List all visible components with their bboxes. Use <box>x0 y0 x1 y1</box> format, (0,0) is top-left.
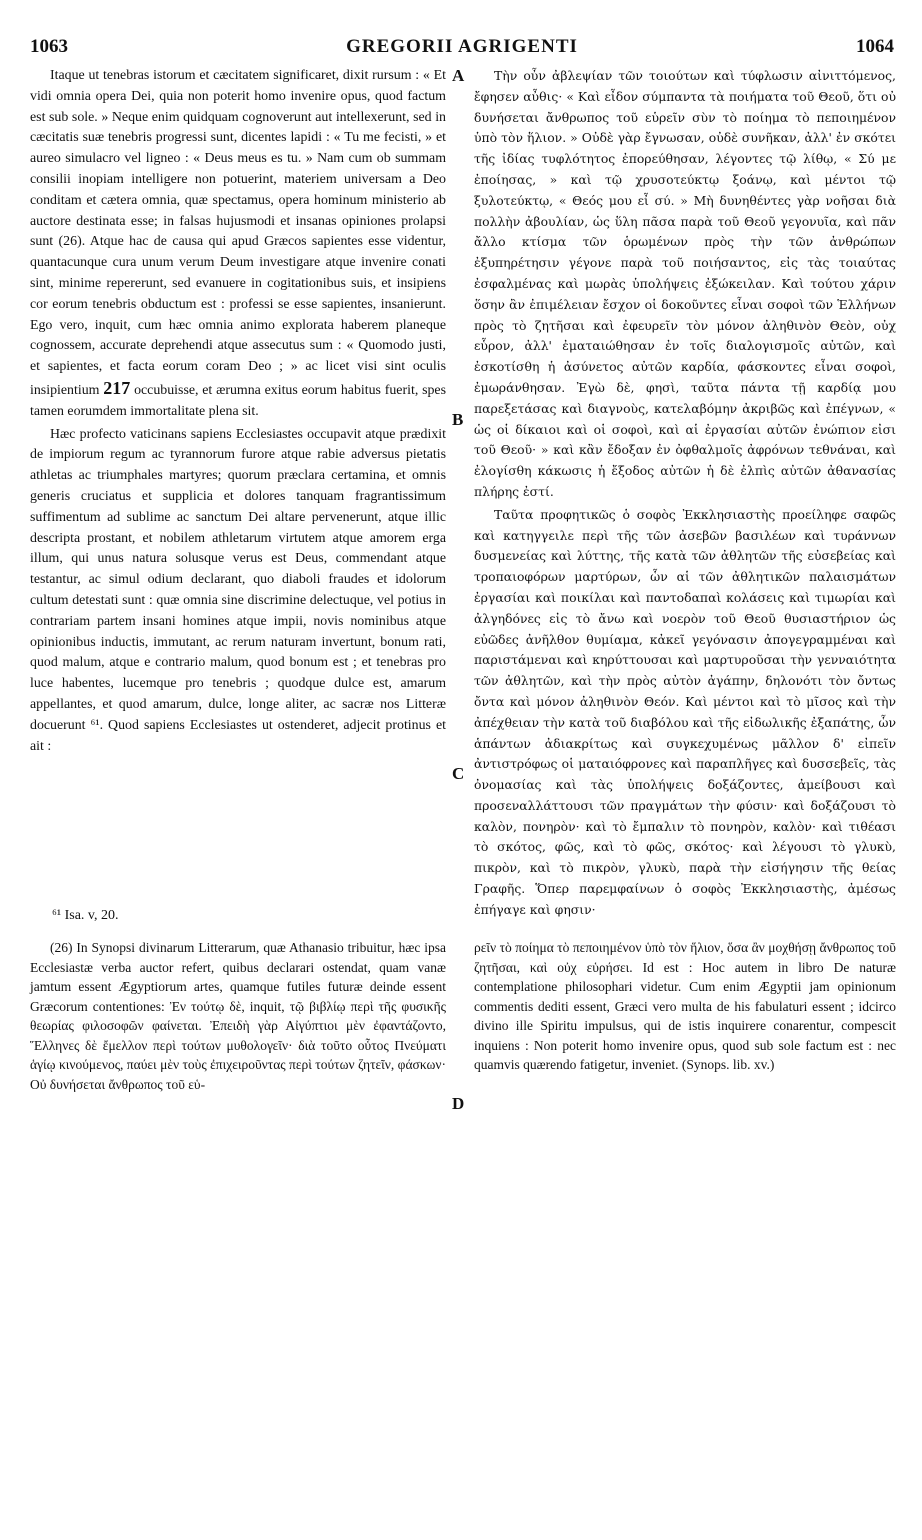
greek-column <box>474 66 896 921</box>
latin-paragraph-2: Hæc profecto vaticinans sapiens Ecclesiastes occupavit atque prædixit de impiorum regum ac tyrannorum furore atque rabie adversus pietatis athletas ac triumphales martyres; quorum præclara certamina, et omnis generis cruciatus et supplicia et dolores tanquam fragrantissimum suffimentum ad sublime ac sanctum Dei altare pervenerunt, atque illic descripta prostant, et nobilem athletarum virtutem atque amorem erga illum, qui unus natura solusque verus est Deus, commendant atque testantur, ac simul odium declarant, quo diaboli fraudes et idolorum cultum detestati sunt : quæ omnia sine discrimine delectuque, vel potius in contrariam partem insani homines atque impii, novis nominibus atque opinionibus inductis, immutant, ac rerum naturam invertunt, bonum rati, quod malum, atque e contrario malum, quod bonum est ; et tenebras pro luce habentes, lucemque pro tenebris ; quodque dulce est, amarum appellantes, et quod amarum, dulce, longe aliter, ac sacræ nos Litteræ docuerunt ⁶¹. Quod sapiens Ecclesiastes ut ostenderet, adjecit protinus et ait : <box>30 426 446 754</box>
footnote-26-left <box>30 938 446 1094</box>
footnote-26-text-right: ρεῖν τὸ ποίημα τὸ πεποιημένον ὑπὸ τὸν ἥλιον, ὅσα ἂν μοχθήσῃ ἄνθρωπος τοῦ ζητῆσαι, καὶ οὐχ εὑρήσει. Id est : Hoc autem in libro De naturæ contemplatione philosophari videtur. Cum enim Ægyptii jam opinionum commentis dediti essent, Græci vero multa de his fabulaturi essent ; idcirco divino ille Spiritu impulsus, qui de istis inquirere conarentur, compescit inquiens : Non poterit homo invenire opus, quod sub sole factum est : nec quamvis quærendo fatigetur, inveniet. (Synops. lib. xv.) <box>474 940 896 1072</box>
page-number-left: 1063 <box>30 36 68 57</box>
greek-paragraph-2: Ταῦτα προφητικῶς ὁ σοφὸς Ἐκκλησιαστὴς προείληφε σαφῶς καὶ κατηγγειλε περὶ τῆς τῶν ἀσεβῶν βασιλέων καὶ τυράννων δυσμενείας καὶ λύττης, τῆς κατὰ τῶν ἀθλητῶν τῆς εὐσεβείας καὶ τροπαιοφόρων μαρτύρων, ὧν αἱ τῶν ἀθλητικῶν παλαισμάτων ἐργασίαι καὶ ποικίλαι καὶ παντοδαπαὶ κολάσεις καὶ τιμωρίαι καὶ ἀλγηδόνες εἰς τὸ ἄνω καὶ νοερὸν τοῦ Θεοῦ θυσιαστήριον ὡς εὐῶδες ἀνῆλθον θυμίαμα, κἀκεῖ γεγόνασιν ἀπογεγραμμέναι καὶ παριστάμεναι καὶ κηρύττουσαι καὶ μαρτυροῦσαι τὴν γενναιότητα τῶν ἀθλητῶν, καὶ τὴν πρὸς αὐτὸν ἀγάπην, δηλονότι τὸν ὄντως ὄντα καὶ μόνον ἀληθινὸν Θεόν. Καὶ μέντοι καὶ τὸ μῖσος καὶ τὴν ἀπέχθειαν τὴν κατὰ τοῦ διαβόλου καὶ τῆς εἰδωλικῆς ἐξαπάτης, ὧν ἁπάντων ἀδιακρίτως καὶ συγκεχυμένως μᾶλλον δ' εἰπεῖν ἀντιστρόφως οἱ ματαιόφρονες καὶ παραπλῆγες καὶ δυσσεβεῖς, τὰς ὀνομασίας καὶ τὰς ὑπολήψεις δοξάζοντες, ἀμείβουσι καὶ προσεναλλάττουσι τῶν πραγμάτων τὴν φύσιν· καὶ δοξάζουσι τὸ καλὸν, πονηρὸν· καὶ τὸ ἔμπαλιν τὸ πονηρὸν, καλὸν· καὶ τιθέασι τὸ σκότος, φῶς, καὶ τὸ φῶς, σκότος· καὶ λέγουσι τὸ γλυκὺ, πικρὸν, καὶ τὸ πικρὸν, γλυκὺ, παρὰ τὴν εἰσήγησιν τῆς θείας Γραφῆς. Ὅπερ παρεμφαίνων ὁ σοφὸς Ἐκκλησιαστὴς, ἀμέσως ἐπήγαγε καὶ φησιν· <box>474 506 896 917</box>
running-title: GREGORII AGRIGENTI <box>346 36 578 57</box>
footnote-26-text-left: (26) In Synopsi divinarum Litterarum, quæ Athanasio tribuitur, hæc ipsa Ecclesiastæ verba auctor refert, quibus declarari ostendat, quam vanæ jamtum essent Ægyptiorum artes, quamque futiles futuræ deinde essent Græcorum contentiones: Ἐν τούτῳ δὲ, inquit, τῷ βιβλίῳ περὶ τῆς φυσικῆς θεωρίας φιλοσοφῶν φαίνεται. Ἐπειδὴ γὰρ Αἰγύπτιοι μὲν ἐφαντάζοντο, Ἕλληνες δὲ ἔμελλον περὶ τούτων μυθολογεῖν· διὰ τοῦτο οὗτος Πνεύματι ἁγίῳ κινούμενος, παύει μὲν τοὺς ἐπιχειροῦντας περὶ τούτων ζητεῖν, φάσκων· Οὐ δυνήσεται ἄνθρωπος τοῦ εὑ- <box>30 940 446 1092</box>
latin-paragraph-1 <box>30 66 446 423</box>
running-header <box>30 36 894 66</box>
section-marker-d: D <box>452 1094 465 1113</box>
footnote-61: ⁶¹ Isa. v, 20. <box>52 908 119 923</box>
greek-paragraph-1: Τὴν οὖν ἀβλεψίαν τῶν τοιούτων καὶ τύφλωσιν αἰνιττόμενος, ἔφησεν αὖθις· « Καὶ εἶδον σύμπαντα τὰ ποιήματα τοῦ Θεοῦ, ὅτι οὐ δυνήσεται ἄνθρωπος τοῦ εὑρεῖν σὺν τὸ ποίημα τὸ πεποιημένον ὑπὸ τὸν ἥλιον. » Οὐδὲ γὰρ ἔγνωσαν, οὐδὲ συνῆκαν, ἀλλ' ἐν σκότει τῆς ἰδίας τυφλότητος ἐπορεύθησαν, λέγοντες τῷ λίθῳ, « Σύ με ἐποίησας, » καὶ τῷ χρυσοτεύκτῳ ξοάνῳ, καὶ μέντοι τῷ ξυλοτεύκτῳ, « Θεός μου εἶ σύ. » Μὴ δυνηθέντες γὰρ νοῆσαι διὰ πολλὴν ἀβουλίαν, ὡς ὕλη πᾶσα παρὰ τοῦ Θεοῦ γεγονυῖα, καὶ πᾶν ἄλλο κτίσμα τῶν ὁρωμένων πρὸς τὴν τῶν ἀνθρώπων ἐξυπηρέτησιν γέγονε παρὰ τοῦ ποιήσαντος, εἰς τὰς τοιαύτας ἐσφαλμένας καὶ μωρὰς ὑπολήψεις ἐξώκειλαν. Καὶ τούτου χάριν ὅσην ἂν ἐπιμέλειαν ἔσχον οἱ δοκοῦντες εἶναι σοφοὶ τῶν Ἑλλήνων πρὸς τὸ ζητῆσαι καὶ ἐφευρεῖν τὸν μόνον ἀληθινὸν Θεὸν, οὐχ εὗρον, ἀλλ' ἐματαιώθησαν ἐν τοῖς διαλογισμοῖς αὐτῶν, καὶ ἐσκοτίσθη ἡ ἀσύνετος αὐτῶν καρδία, φάσκοντες εἶναι σοφοὶ, ἐμωράνθησαν. Ἐγὼ δὲ, φησὶ, ταῦτα πάντα τῇ καρδίᾳ μου παρεξετάσας καὶ διαγνοὺς, κατελαβόμην ἀκριβῶς καὶ ἐπέγνων, « ὡς οἱ δίκαιοι καὶ οἱ σοφοὶ, καὶ αἱ ἐργασίαι αὐτῶν ἐνώπιον εἰσι τοῦ Θεοῦ· » καὶ κἂν ἔδοξαν ἐν ὀφθαλμοῖς ἀφρόνων τεθνάναι, καὶ ἐλογίσθη κάκωσις ἡ ἔξοδος αὐτῶν ἡ δὲ ἐλπὶς αὐτῶν ἀθανασίας πλήρης ἐστί. <box>474 68 896 499</box>
latin-column <box>30 66 446 757</box>
section-marker-a: A <box>452 66 465 85</box>
section-marker-c: C <box>452 764 465 783</box>
latin-text-1a: Itaque ut tenebras istorum et cæcitatem significaret, dixit rursum : « Et vidi omnia opera Dei, quia non poterit homo invenire opus, quod factum est sub sole. » Neque enim quidquam cognoverunt aut intellexerunt, sed in cæcitatis suæ tenebris progressi sunt, dicentes lapidi : « Tu me fecisti, » et aureo simulacro vel ligneo : « Deus meus es tu. » Nam cum ob summam consilii inopiam intelligere non potuerint, materiem universam a Deo conditam et cætera omnia, quæ spectamus, opera hominum ministerio ab auctore destinata esse; in falsas hujusmodi et insanas opiniones prolapsi sunt (26). Atque hac de causa qui apud Græcos sapientes esse videntur, quantacunque cura unum verum Deum investigare atque invenire conati sint, minime repererunt, sed evanuere in cogitationibus suis, et insipiens cor eorum tenebris obductum est : professi se esse sapientes, insanierunt. Ego vero, inquit, cum hæc omnia animo explorata haberem planeque cognossem, accurate deprehendi atque assecutus sum : « Quomodo justi, et sapientes, et facta eorum coram Deo ; » ac licet visi sint oculis insipientium <box>30 68 446 398</box>
latin-text-1b: occubuisse, et ærumna exitus eorum habitus fuerit, spes tamen eorumdem immortalitate plena sit. <box>30 382 446 419</box>
section-marker-b: B <box>452 410 464 429</box>
footnote-26-right <box>474 938 896 1075</box>
column-number: 217 <box>103 377 131 398</box>
page-number-right: 1064 <box>856 36 894 57</box>
